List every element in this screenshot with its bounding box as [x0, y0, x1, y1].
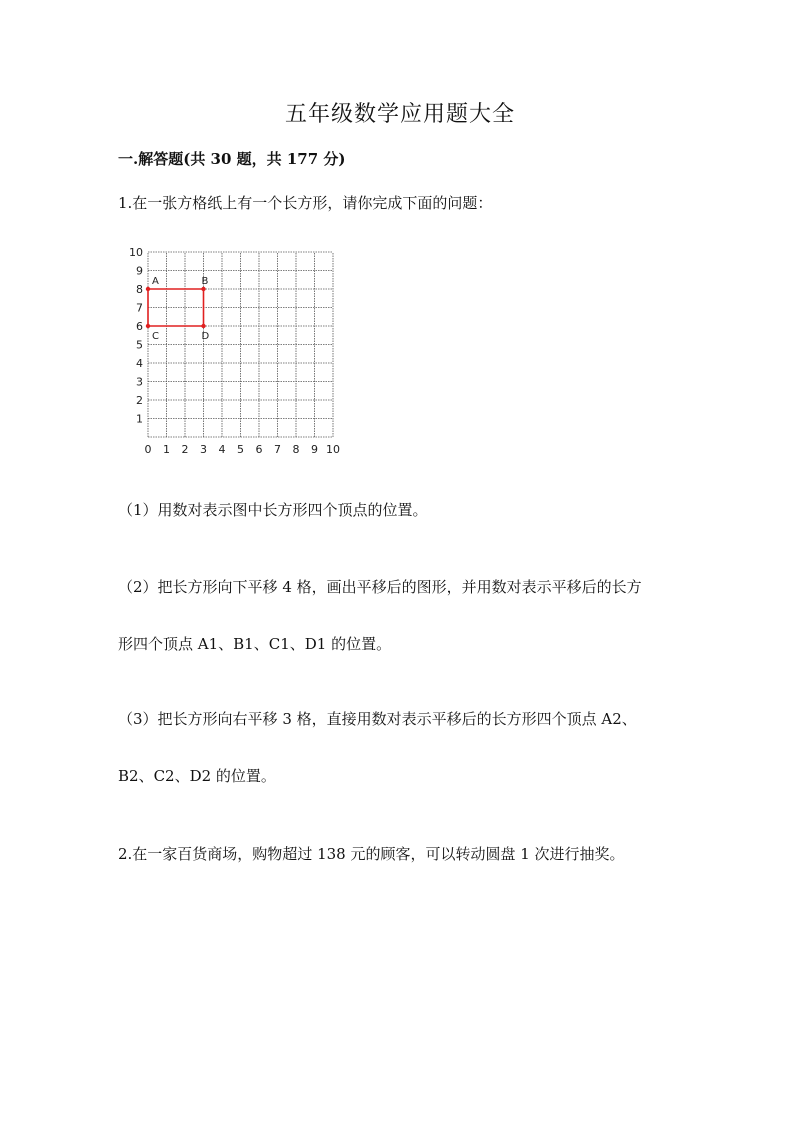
- question-1-stem: 1.在一张方格纸上有一个长方形，请你完成下面的问题：: [118, 194, 493, 212]
- y-tick-label: 8: [136, 283, 143, 296]
- y-tick-label: 4: [136, 357, 143, 370]
- x-tick-label: 10: [326, 443, 340, 456]
- x-tick-label: 4: [218, 443, 226, 456]
- x-tick-label: 5: [237, 443, 244, 456]
- question-1-part-3-cont: B2、C2、D2 的位置。: [118, 767, 276, 785]
- question-1-part-3: （3）把长方形向右平移 3 格，直接用数对表示平移后的长方形四个顶点 A2、: [118, 710, 637, 728]
- vertex-label: D: [201, 331, 210, 342]
- vertex-label: A: [152, 276, 159, 287]
- x-tick-label: 0: [144, 443, 152, 456]
- y-tick-label: 7: [136, 301, 143, 315]
- vertex-label: B: [201, 276, 209, 287]
- coordinate-grid: [118, 240, 388, 465]
- y-tick-label: 6: [136, 320, 143, 333]
- grid-svg: [118, 240, 388, 465]
- question-1-part-2-cont: 形四个顶点 A1、B1、C1、D1 的位置。: [118, 635, 392, 653]
- vertex-point: [146, 324, 150, 328]
- y-tick-label: 10: [129, 246, 143, 259]
- x-tick-label: 8: [292, 443, 300, 456]
- x-tick-label: 6: [255, 443, 263, 456]
- y-tick-label: 5: [136, 338, 143, 352]
- vertex-point: [201, 324, 205, 328]
- y-tick-label: 2: [136, 394, 143, 407]
- section-heading: 一.解答题(共 30 题，共 177 分): [118, 150, 346, 168]
- vertex-label: C: [152, 331, 159, 342]
- vertex-point: [146, 287, 150, 291]
- page-title: 五年级数学应用题大全: [284, 102, 515, 127]
- question-1-part-2: （2）把长方形向下平移 4 格，画出平移后的图形，并用数对表示平移后的长方: [118, 578, 642, 596]
- x-tick-label: 2: [181, 443, 189, 456]
- y-tick-label: 9: [136, 264, 143, 278]
- x-tick-label: 3: [200, 443, 207, 456]
- y-tick-label: 3: [136, 375, 143, 389]
- question-1-part-1: （1）用数对表示图中长方形四个顶点的位置。: [118, 501, 428, 519]
- question-2-stem: 2.在一家百货商场，购物超过 138 元的顾客，可以转动圆盘 1 次进行抽奖。: [118, 845, 625, 863]
- y-tick-label: 1: [136, 412, 143, 426]
- x-tick-label: 7: [274, 443, 281, 456]
- x-tick-label: 9: [311, 443, 318, 456]
- x-tick-label: 1: [163, 443, 170, 456]
- vertex-point: [201, 287, 205, 291]
